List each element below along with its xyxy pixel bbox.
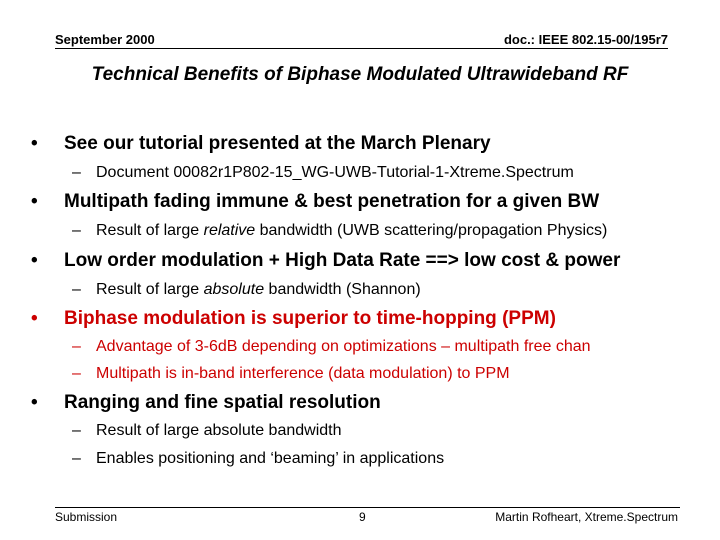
sub-bullet-text: Advantage of 3-6dB depending on optimizations – multipath free chan <box>96 338 591 355</box>
bullet-marker: • <box>31 250 38 271</box>
footer-author: Martin Rofheart, Xtreme.Spectrum <box>495 510 678 524</box>
sub-bullet-absolute-bandwidth <box>72 281 421 299</box>
sub-bullet-document <box>72 164 574 182</box>
bullet-biphase-modulation <box>31 308 556 330</box>
sub-bullet-text: bandwidth (UWB scattering/propagation Physics) <box>255 222 608 239</box>
sub-bullet-in-band-interference <box>72 365 510 383</box>
sub-bullet-text: bandwidth (Shannon) <box>264 281 421 298</box>
sub-bullet-text: Multipath is in-band interference (data modulation) to PPM <box>96 365 510 382</box>
sub-bullet-text: Enables positioning and ‘beaming’ in applications <box>96 450 445 467</box>
header-doc-id: doc.: IEEE 802.15-00/195r7 <box>503 32 668 47</box>
sub-bullet-large-absolute-bandwidth <box>72 422 342 440</box>
sub-bullet-text: Result of large absolute bandwidth <box>96 422 342 439</box>
bullet-marker: • <box>31 191 38 212</box>
header-rule <box>55 48 668 49</box>
bullet-text: Low order modulation + High Data Rate ==> low cost & power <box>64 250 621 271</box>
sub-bullet-text: Document 00082r1P802-15_WG-UWB-Tutorial-1-Xtreme.Spectrum <box>96 164 574 181</box>
dash-marker: – <box>72 222 81 239</box>
bullet-marker: • <box>31 133 38 154</box>
sub-bullet-emphasis: absolute <box>203 281 265 298</box>
dash-marker: – <box>72 450 81 467</box>
footer-page-number: 9 <box>359 510 366 524</box>
bullet-text: Biphase modulation is superior to time-hopping (PPM) <box>64 308 556 329</box>
dash-marker: – <box>72 422 81 439</box>
bullet-multipath <box>31 191 599 213</box>
bullet-tutorial <box>31 133 491 155</box>
dash-marker: – <box>72 164 81 181</box>
bullet-text: See our tutorial presented at the March Plenary <box>64 133 491 154</box>
footer-rule <box>55 507 680 508</box>
sub-bullet-advantage <box>72 338 591 356</box>
bullet-marker: • <box>31 308 38 329</box>
sub-bullet-relative-bandwidth <box>72 222 607 240</box>
dash-marker: – <box>72 281 81 298</box>
sub-bullet-emphasis: relative <box>203 222 256 239</box>
dash-marker: – <box>72 365 81 382</box>
bullet-text: Multipath fading immune & best penetration for a given BW <box>64 191 600 212</box>
sub-bullet-positioning <box>72 450 444 468</box>
footer-submission: Submission <box>55 510 118 524</box>
bullet-low-order-modulation <box>31 250 620 272</box>
slide-title: Technical Benefits of Biphase Modulated Ultrawideband RF <box>91 64 629 85</box>
bullet-marker: • <box>31 392 38 413</box>
bullet-text: Ranging and fine spatial resolution <box>64 392 381 413</box>
header-date: September 2000 <box>55 32 155 47</box>
dash-marker: – <box>72 338 81 355</box>
bullet-ranging <box>31 392 381 414</box>
sub-bullet-text: Result of large <box>96 222 204 239</box>
sub-bullet-text: Result of large <box>96 281 204 298</box>
